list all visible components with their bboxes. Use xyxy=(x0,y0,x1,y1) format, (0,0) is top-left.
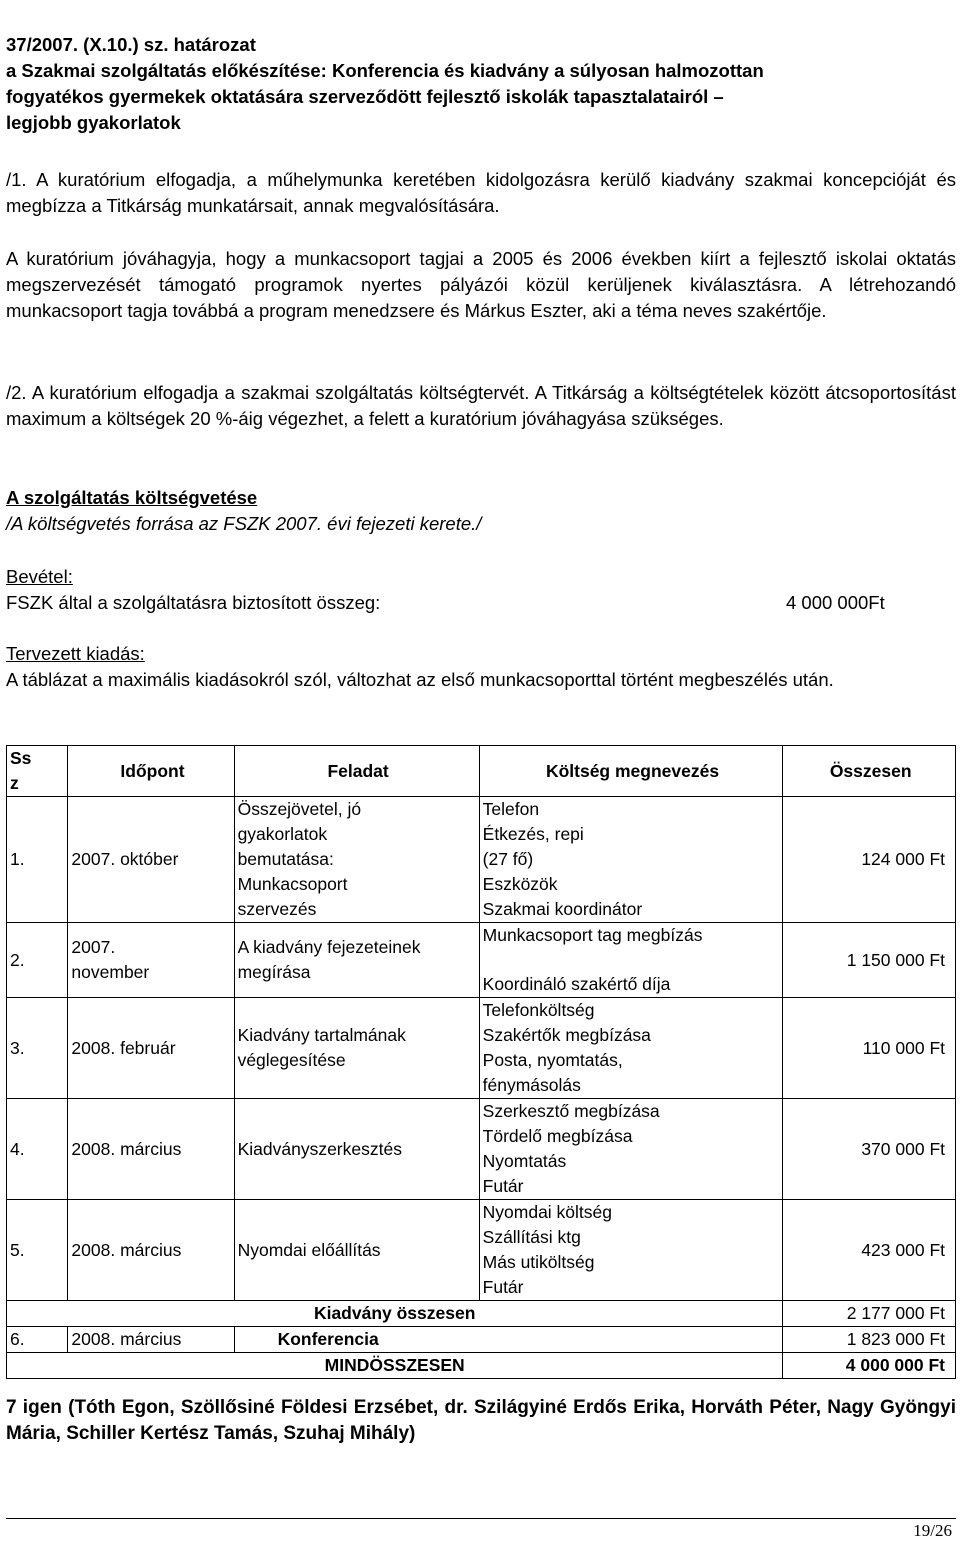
resolution-title-line: a Szakmai szolgáltatás előkészítése: Konferencia és kiadvány a súlyosan halmozottan xyxy=(6,60,764,81)
row-idopont: 2008. március xyxy=(68,1200,234,1301)
row-idopont: 2008. február xyxy=(68,998,234,1099)
income-amount: 4 000 000Ft xyxy=(786,592,885,613)
row-idopont: 2007. október xyxy=(68,797,234,923)
kiadvany-total-label: Kiadvány összesen xyxy=(7,1301,783,1327)
table-header-row xyxy=(7,746,956,797)
resolution-title-line: fogyatékos gyermekek oktatására szerveződött fejlesztő iskolák tapasztalatairól – xyxy=(6,86,724,107)
vote-result: 7 igen (Tóth Egon, Szöllősiné Földesi Erzsébet, dr. Szilágyiné Erdős Erika, Horváth Péter, Nagy Gyöngyi Mária, Schiller Kertész Tamás, Szuhaj Mihály) xyxy=(6,1397,956,1444)
header-feladat: Feladat xyxy=(234,746,479,797)
paragraph-1: /1. A kuratórium elfogadja, a műhelymunka keretében kidolgozásra kerülő kiadvány szakmai koncepcióját és megbízza a Titkárság munkatársait, annak megvalósítására. xyxy=(6,169,956,216)
resolution-number: 37/2007. (X.10.) sz. határozat xyxy=(6,34,256,55)
row-feladat: Összejövetel, jó gyakorlatok bemutatása: Munkacsoport szervezés xyxy=(234,797,479,923)
budget-source: /A költségvetés forrása az FSZK 2007. évi fejezeti kerete./ xyxy=(6,513,482,534)
row-osszesen: 423 000 Ft xyxy=(783,1200,956,1301)
row-koltseg: Telefon Étkezés, repi (27 fő) Eszközök Szakmai koordinátor xyxy=(479,797,783,923)
income-row xyxy=(6,590,956,616)
header-koltseg: Költség megnevezés xyxy=(479,746,783,797)
row-koltseg: Szerkesztő megbízása Tördelő megbízása Nyomtatás Futár xyxy=(479,1099,783,1200)
paragraph-3: /2. A kuratórium elfogadja a szakmai szolgáltatás költségtervét. A Titkárság a költségtételek között átcsoportosítást maximum a költségek 20 %-áig végezhet, a felett a kuratórium jóváhagyása szükséges. xyxy=(6,382,956,429)
row-ssz: 6. xyxy=(7,1327,68,1353)
table-row xyxy=(7,998,956,1099)
table-row xyxy=(7,923,956,998)
konferencia-row xyxy=(7,1327,956,1353)
konferencia-label: Konferencia xyxy=(234,1327,783,1353)
resolution-heading xyxy=(6,32,956,136)
table-row xyxy=(7,797,956,923)
planned-expense-label: Tervezett kiadás: xyxy=(6,643,145,664)
row-osszesen: 370 000 Ft xyxy=(783,1099,956,1200)
paragraph-2: A kuratórium jóváhagyja, hogy a munkacsoport tagjai a 2005 és 2006 években kiírt a fejlesztő iskolai oktatás megszervezését támogató programok nyertes pályázói közül kerüljenek kiválasztásra. A létrehozandó munkacsoport tagja továbbá a program menedzsere és Márkus Eszter, aki a téma neves szakértője. xyxy=(6,248,956,321)
header-osszesen: Összesen xyxy=(783,746,956,797)
row-idopont: 2007. november xyxy=(68,923,234,998)
row-ssz: 3. xyxy=(7,998,68,1099)
row-feladat: Nyomdai előállítás xyxy=(234,1200,479,1301)
row-osszesen: 124 000 Ft xyxy=(783,797,956,923)
grand-total-amount: 4 000 000 Ft xyxy=(783,1353,956,1379)
planned-expense-text: A táblázat a maximális kiadásokról szól, változhat az első munkacsoporttal történt megbeszélés után. xyxy=(6,669,834,690)
konferencia-amount: 1 823 000 Ft xyxy=(783,1327,956,1353)
grand-total-row xyxy=(7,1353,956,1379)
row-koltseg: Munkacsoport tag megbízás Koordináló szakértő díja xyxy=(479,923,783,998)
row-osszesen: 1 150 000 Ft xyxy=(783,923,956,998)
budget-table xyxy=(6,745,956,1379)
header-ssz: Ss z xyxy=(7,746,68,797)
grand-total-label: MINDÖSSZESEN xyxy=(7,1353,783,1379)
income-label: Bevétel: xyxy=(6,566,73,587)
table-row xyxy=(7,1200,956,1301)
budget-title: A szolgáltatás költségvetése xyxy=(6,487,258,508)
row-ssz: 4. xyxy=(7,1099,68,1200)
row-koltseg: Telefonköltség Szakértők megbízása Posta, nyomtatás, fénymásolás xyxy=(479,998,783,1099)
row-idopont: 2008. március xyxy=(68,1099,234,1200)
row-koltseg: Nyomdai költség Szállítási ktg Más utiköltség Futár xyxy=(479,1200,783,1301)
kiadvany-total-amount: 2 177 000 Ft xyxy=(783,1301,956,1327)
kiadvany-total-row xyxy=(7,1301,956,1327)
header-idopont: Időpont xyxy=(68,746,234,797)
footer-divider xyxy=(6,1518,956,1519)
income-text: FSZK által a szolgáltatásra biztosított összeg: xyxy=(6,592,381,613)
row-feladat: Kiadvány tartalmának véglegesítése xyxy=(234,998,479,1099)
row-osszesen: 110 000 Ft xyxy=(783,998,956,1099)
row-ssz: 2. xyxy=(7,923,68,998)
row-idopont: 2008. március xyxy=(68,1327,234,1353)
row-feladat: Kiadványszerkesztés xyxy=(234,1099,479,1200)
page-number: 19/26 xyxy=(913,1521,952,1540)
resolution-title-line: legjobb gyakorlatok xyxy=(6,112,181,133)
table-row xyxy=(7,1099,956,1200)
row-ssz: 5. xyxy=(7,1200,68,1301)
row-feladat: A kiadvány fejezeteinek megírása xyxy=(234,923,479,998)
row-ssz: 1. xyxy=(7,797,68,923)
